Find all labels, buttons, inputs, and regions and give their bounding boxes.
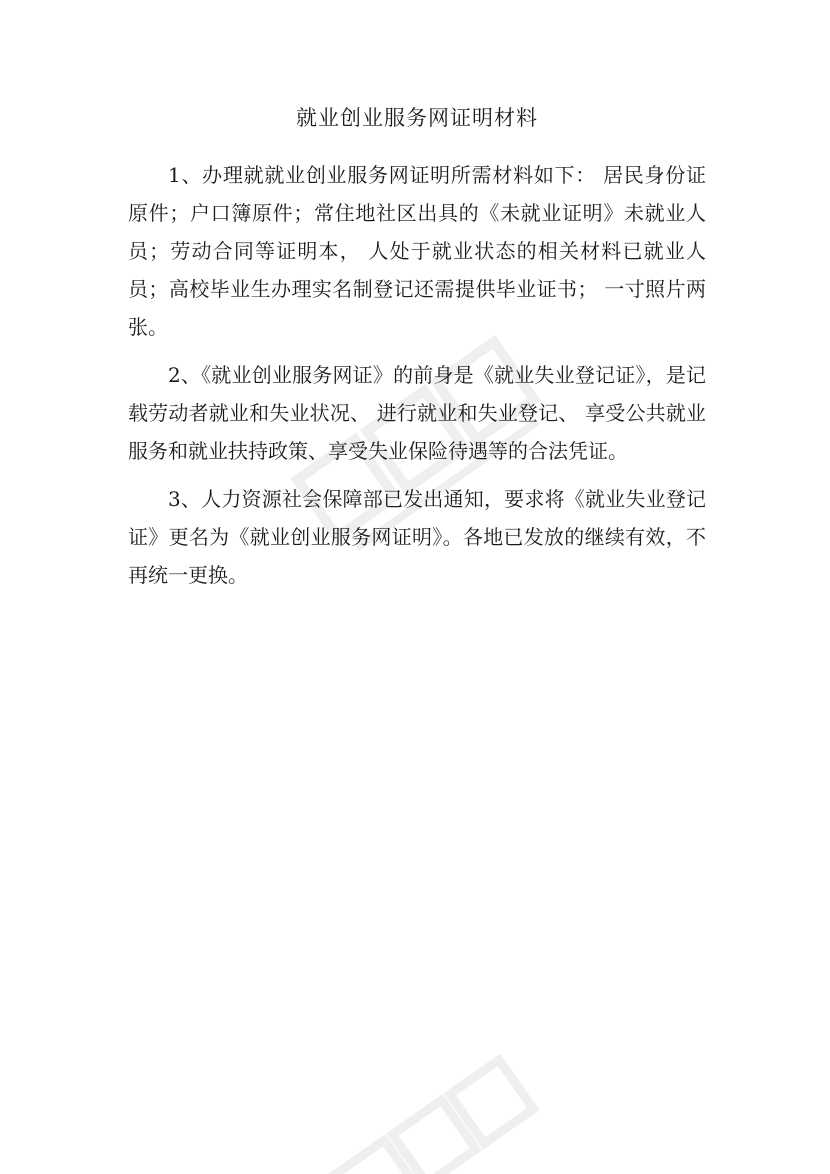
document-body [128,98,706,604]
paragraph-2: 2、《就业创业服务网证》的前身是《就业失业登记证》，是记载劳动者就业和失业状况、 进行就业和失业登记、 享受公共就业服务和就业扶持政策、享受失业保险待遇等的合法凭证。 [128,363,706,463]
paragraph-3: 3、人力资源社会保障部已发出通知，要求将《就业失业登记证》更名为《就业创业服务网证明》。各地已发放的继续有效，不再统一更换。 [128,487,706,587]
paragraph-1: 1、办理就就业创业服务网证明所需材料如下： 居民身份证原件；户口簿原件；常住地社区出具的《未就业证明》未就业人员；劳动合同等证明本， 人处于就业状态的相关材料已就业人员；高校毕业生办理实名制登记还需提供毕业证书； 一寸照片两张。 [128,163,706,339]
watermark-icon [315,1038,564,1174]
document-title: 就业创业服务网证明材料 [296,106,538,130]
